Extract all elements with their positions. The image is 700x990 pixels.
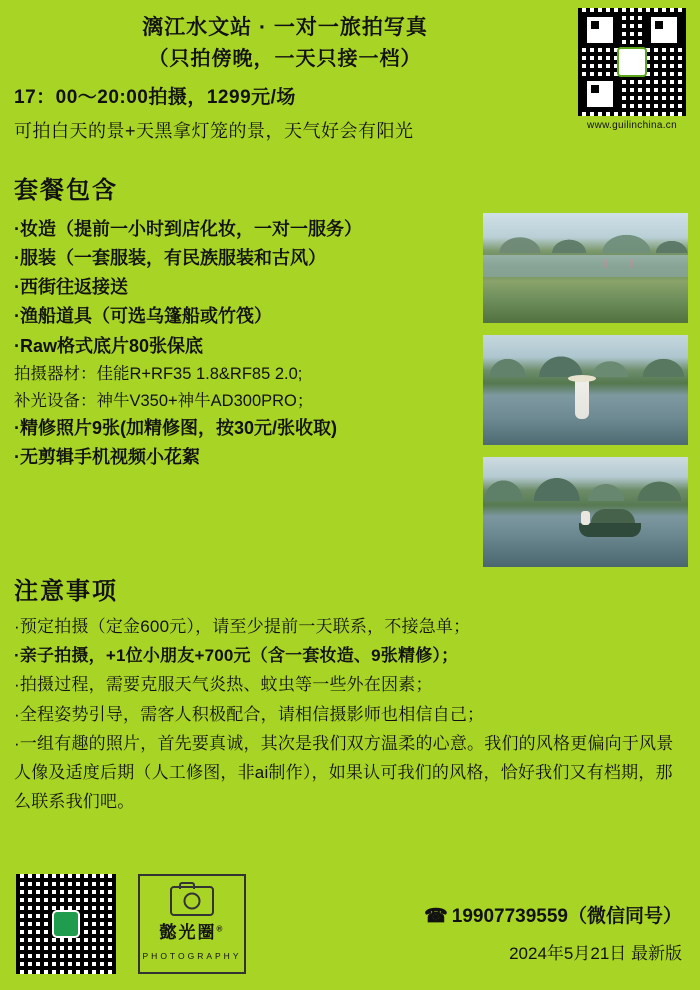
photo-woman-raft	[483, 335, 688, 445]
note-item: ·亲子拍摄，+1位小朋友+700元（含一套妆造、9张精修）；	[14, 646, 459, 666]
wechat-qr-icon[interactable]	[16, 874, 116, 974]
brand-logo	[138, 874, 246, 974]
website-qr-block[interactable]	[578, 8, 686, 131]
registered-mark: ®	[216, 924, 225, 934]
package-area	[0, 205, 700, 565]
page-title: 漓江水文站 · 一对一旅拍写真	[142, 16, 428, 39]
photo-gallery	[483, 213, 688, 579]
list-item: ·服装（一套服装，有民族服装和古风）	[14, 248, 326, 269]
note-item: ·预定拍摄（定金600元），请至少提前一天联系，不接急单；	[14, 617, 471, 636]
list-item: ·Raw格式底片80张保底	[14, 335, 204, 356]
contact-phone[interactable]	[424, 901, 682, 928]
poster-footer	[0, 865, 700, 980]
list-item-equipment: 拍摄器材：佳能R+RF35 1.8&RF85 2.0;	[14, 364, 303, 383]
brand-tagline: PHOTOGRAPHY	[142, 951, 242, 961]
qr-code-icon[interactable]	[578, 8, 686, 116]
version-date: 2024年5月21日 最新版	[509, 944, 682, 963]
camera-icon	[170, 886, 214, 916]
photo-river-boats	[483, 213, 688, 323]
list-item: ·精修照片9张(加精修图，按30元/张收取)	[14, 418, 338, 439]
telephone-icon: ☎	[424, 906, 448, 927]
list-item: ·西街往返接送	[14, 277, 128, 298]
list-item-lighting: 补光设备：神牛V350+神牛AD300PRO；	[14, 391, 314, 410]
page-subtitle: （只拍傍晚，一天只接一档）	[148, 47, 422, 70]
price-time-line: 17：00～20:00拍摄，1299元/场	[14, 86, 296, 108]
list-item: ·渔船道具（可选乌篷船或竹筏）	[14, 306, 272, 327]
poster-header	[0, 0, 700, 158]
note-item: ·拍摄过程，需要克服天气炎热、蚊虫等一些外在因素；	[14, 675, 433, 695]
photo-awning-boat	[483, 457, 688, 567]
package-heading: 套餐包含	[14, 177, 118, 204]
website-url: www.guilinchina.cn	[587, 120, 677, 131]
list-item: ·无剪辑手机视频小花絮	[14, 447, 200, 468]
notes-list	[0, 606, 700, 817]
note-item: ·一组有趣的照片，首先要真诚，其次是我们双方温柔的心意。我们的风格更偏向于风景人像及适度后期（人工修图，非ai制作），如果认可我们的风格，恰好我们又有档期，那么联系我们吧。	[14, 733, 674, 812]
notes-heading: 注意事项	[14, 578, 118, 605]
list-item: ·妆造（提前一小时到店化妆，一对一服务）	[14, 219, 362, 239]
package-list	[0, 215, 470, 473]
note-item: ·全程姿势引导，需客人积极配合，请相信摄影师也相信自己；	[14, 704, 485, 724]
scene-description-line: 可拍白天的景+天黑拿灯笼的景，天气好会有阳光	[14, 120, 414, 141]
brand-name: 懿光圈®	[159, 923, 225, 942]
phone-number: 19907739559（微信同号）	[451, 906, 682, 927]
